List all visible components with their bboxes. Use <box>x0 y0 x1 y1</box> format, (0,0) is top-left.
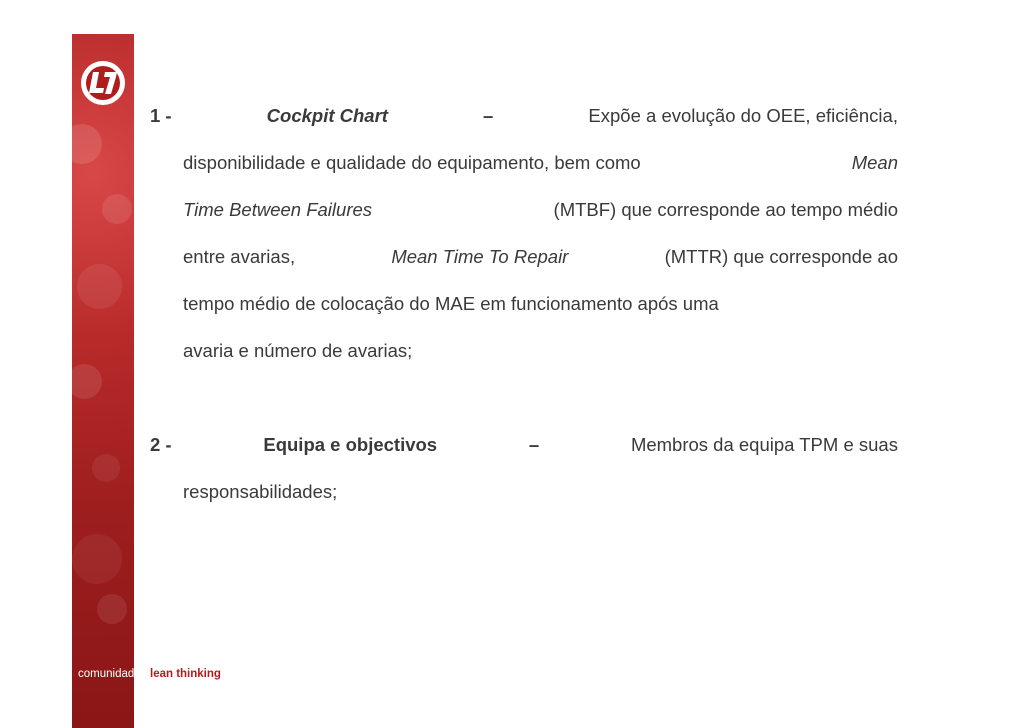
item-text: tempo médio de colocação do MAE em funcionamento após uma <box>183 293 719 314</box>
footer-left-text: comunidade <box>78 668 141 680</box>
item-text-italic: Mean Time To Repair <box>391 246 569 267</box>
item-cockpit-chart <box>150 92 898 374</box>
item-text-italic: Mean <box>851 152 898 173</box>
content-body <box>150 92 898 515</box>
item-heading: Cockpit Chart <box>266 105 388 126</box>
item-text: entre avarias, <box>183 246 296 267</box>
item-text: (MTTR) que corresponde ao <box>664 246 898 267</box>
footer-brand-text: lean thinking <box>150 668 221 680</box>
item-text: Expõe a evolução do OEE, eficiência, <box>588 105 898 126</box>
item-dash: – <box>483 105 494 126</box>
item-text: Membros da equipa TPM e suas <box>630 434 898 455</box>
item-number: 1 - <box>150 105 172 126</box>
item-text: disponibilidade e qualidade do equipamento, bem como <box>183 152 641 173</box>
item-heading: Equipa e objectivos <box>263 434 438 455</box>
item-line <box>150 421 898 468</box>
item-line <box>150 327 898 374</box>
item-line <box>150 186 898 233</box>
item-text: (MTBF) que corresponde ao tempo médio <box>553 199 898 220</box>
item-dash: – <box>528 434 540 455</box>
item-equipa-objectivos <box>150 421 898 515</box>
decorative-sidebar <box>72 34 141 728</box>
item-line <box>150 233 898 280</box>
item-number: 2 - <box>150 434 172 455</box>
item-text: avaria e número de avarias; <box>183 340 413 361</box>
item-line <box>150 92 898 139</box>
item-line <box>150 468 898 515</box>
item-text: responsabilidades; <box>183 481 338 502</box>
item-text-italic: Time Between Failures <box>183 199 373 220</box>
lean-thinking-logo-icon <box>78 58 128 108</box>
item-line <box>150 280 898 327</box>
item-line <box>150 139 898 186</box>
